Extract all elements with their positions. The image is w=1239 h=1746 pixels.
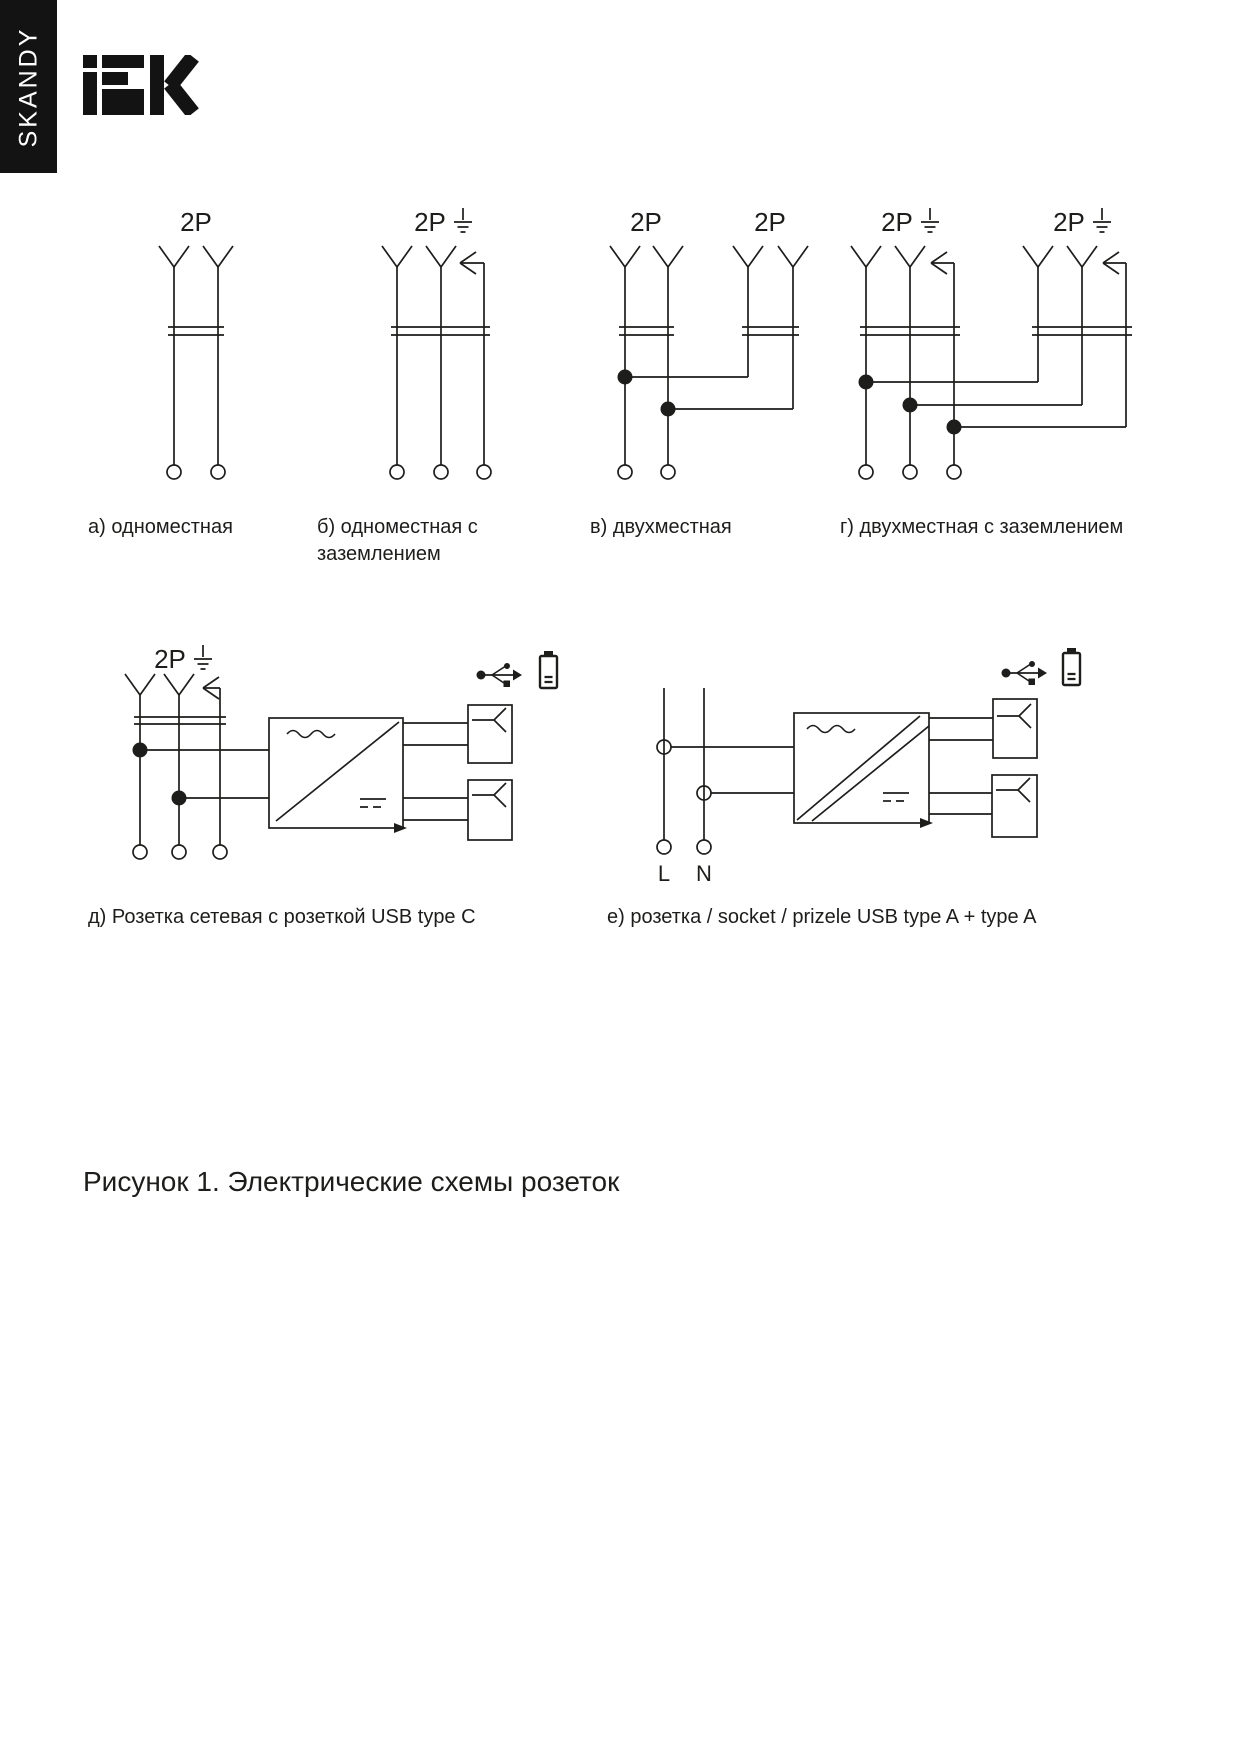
junction-dot xyxy=(661,402,676,417)
terminal-circle xyxy=(213,845,227,859)
socket-fork-icon xyxy=(125,674,155,695)
usb-port-box xyxy=(468,780,512,840)
label-2p: 2P xyxy=(154,644,186,674)
junction-dot xyxy=(618,370,633,385)
socket-fork-icon xyxy=(733,246,763,267)
terminal-circle xyxy=(133,845,147,859)
caption-g: г) двухместная с заземлением xyxy=(840,516,1124,538)
wires xyxy=(134,688,468,845)
label-2p: 2P xyxy=(754,207,786,237)
terminal-circle xyxy=(172,845,186,859)
line-label: L xyxy=(657,861,671,886)
usb-icon xyxy=(1002,661,1048,685)
earth-ground-icon xyxy=(194,645,212,669)
wires xyxy=(860,263,1132,465)
ac-wave-icon xyxy=(807,726,855,733)
diagram-e-socket-usb-type-a xyxy=(657,648,1080,886)
series-banner-label: SKANDY xyxy=(14,26,42,147)
socket-fork-icon xyxy=(426,246,456,267)
diagram-d-socket-usb-type-c xyxy=(125,644,557,859)
terminal-circle xyxy=(657,840,671,854)
socket-fork-icon xyxy=(203,246,233,267)
terminal-circle xyxy=(618,465,632,479)
caption-d: д) Розетка сетевая с розеткой USB type C xyxy=(88,906,476,928)
wires xyxy=(168,267,224,465)
socket-fork-icon xyxy=(1023,246,1053,267)
earth-ground-icon xyxy=(454,208,472,232)
usb-icon xyxy=(477,663,523,687)
label-2p: 2P xyxy=(630,207,662,237)
terminal-circle xyxy=(903,465,917,479)
socket-fork-icon xyxy=(159,246,189,267)
socket-fork-icon xyxy=(1067,246,1097,267)
socket-fork-icon xyxy=(778,246,808,267)
socket-fork-icon xyxy=(895,246,925,267)
junction-dot xyxy=(859,375,874,390)
converter-diagonal xyxy=(797,716,929,821)
socket-fork-icon xyxy=(653,246,683,267)
terminal-circle xyxy=(434,465,448,479)
diagram-a-single-socket xyxy=(159,207,233,479)
label-2p: 2P xyxy=(180,207,212,237)
output-arrow-icon xyxy=(920,818,933,828)
junction-dot xyxy=(947,420,962,435)
usb-port-box xyxy=(992,775,1037,837)
caption-b xyxy=(317,514,478,568)
usb-port-fork-icon xyxy=(472,783,506,807)
junction-dot xyxy=(903,398,918,413)
label-2p: 2P xyxy=(881,207,913,237)
wires xyxy=(391,263,490,465)
figure-caption: Рисунок 1. Электрические схемы розеток xyxy=(83,1166,620,1197)
output-arrow-icon xyxy=(394,823,407,833)
label-2p: 2P xyxy=(1053,207,1085,237)
terminal-circle xyxy=(661,465,675,479)
label-2p: 2P xyxy=(414,207,446,237)
usb-port-box xyxy=(468,705,512,763)
junction-dot xyxy=(133,743,148,758)
terminal-circle xyxy=(211,465,225,479)
junction-dot xyxy=(172,791,187,806)
socket-fork-icon xyxy=(382,246,412,267)
socket-fork-icon xyxy=(851,246,881,267)
caption-v: в) двухместная xyxy=(590,516,732,538)
earth-ground-icon xyxy=(921,208,939,232)
terminal-circle xyxy=(167,465,181,479)
caption-b-line1: б) одноместная с xyxy=(317,516,478,538)
diagram-b-single-socket-grounded xyxy=(382,207,491,479)
terminal-circle xyxy=(947,465,961,479)
diagram-g-double-socket-grounded xyxy=(851,207,1132,479)
battery-icon xyxy=(1063,648,1080,685)
usb-port-fork-icon xyxy=(996,778,1030,802)
terminal-circle xyxy=(859,465,873,479)
terminal-circle xyxy=(477,465,491,479)
usb-port-fork-icon xyxy=(997,704,1031,728)
caption-e: е) розетка / socket / prizele USB type A + type A xyxy=(607,906,1037,928)
caption-b-line2: заземлением xyxy=(317,543,441,565)
neutral-label: N xyxy=(696,861,712,886)
wires xyxy=(664,688,993,840)
terminal-circle xyxy=(697,840,711,854)
socket-fork-icon xyxy=(610,246,640,267)
terminal-circle xyxy=(390,465,404,479)
earth-ground-icon xyxy=(1093,208,1111,232)
battery-icon xyxy=(540,651,557,688)
usb-port-fork-icon xyxy=(472,708,506,732)
diagram-v-double-socket xyxy=(610,207,808,479)
ac-wave-icon xyxy=(287,731,335,738)
wires xyxy=(619,267,799,465)
caption-a: а) одноместная xyxy=(88,516,233,538)
socket-fork-icon xyxy=(164,674,194,695)
